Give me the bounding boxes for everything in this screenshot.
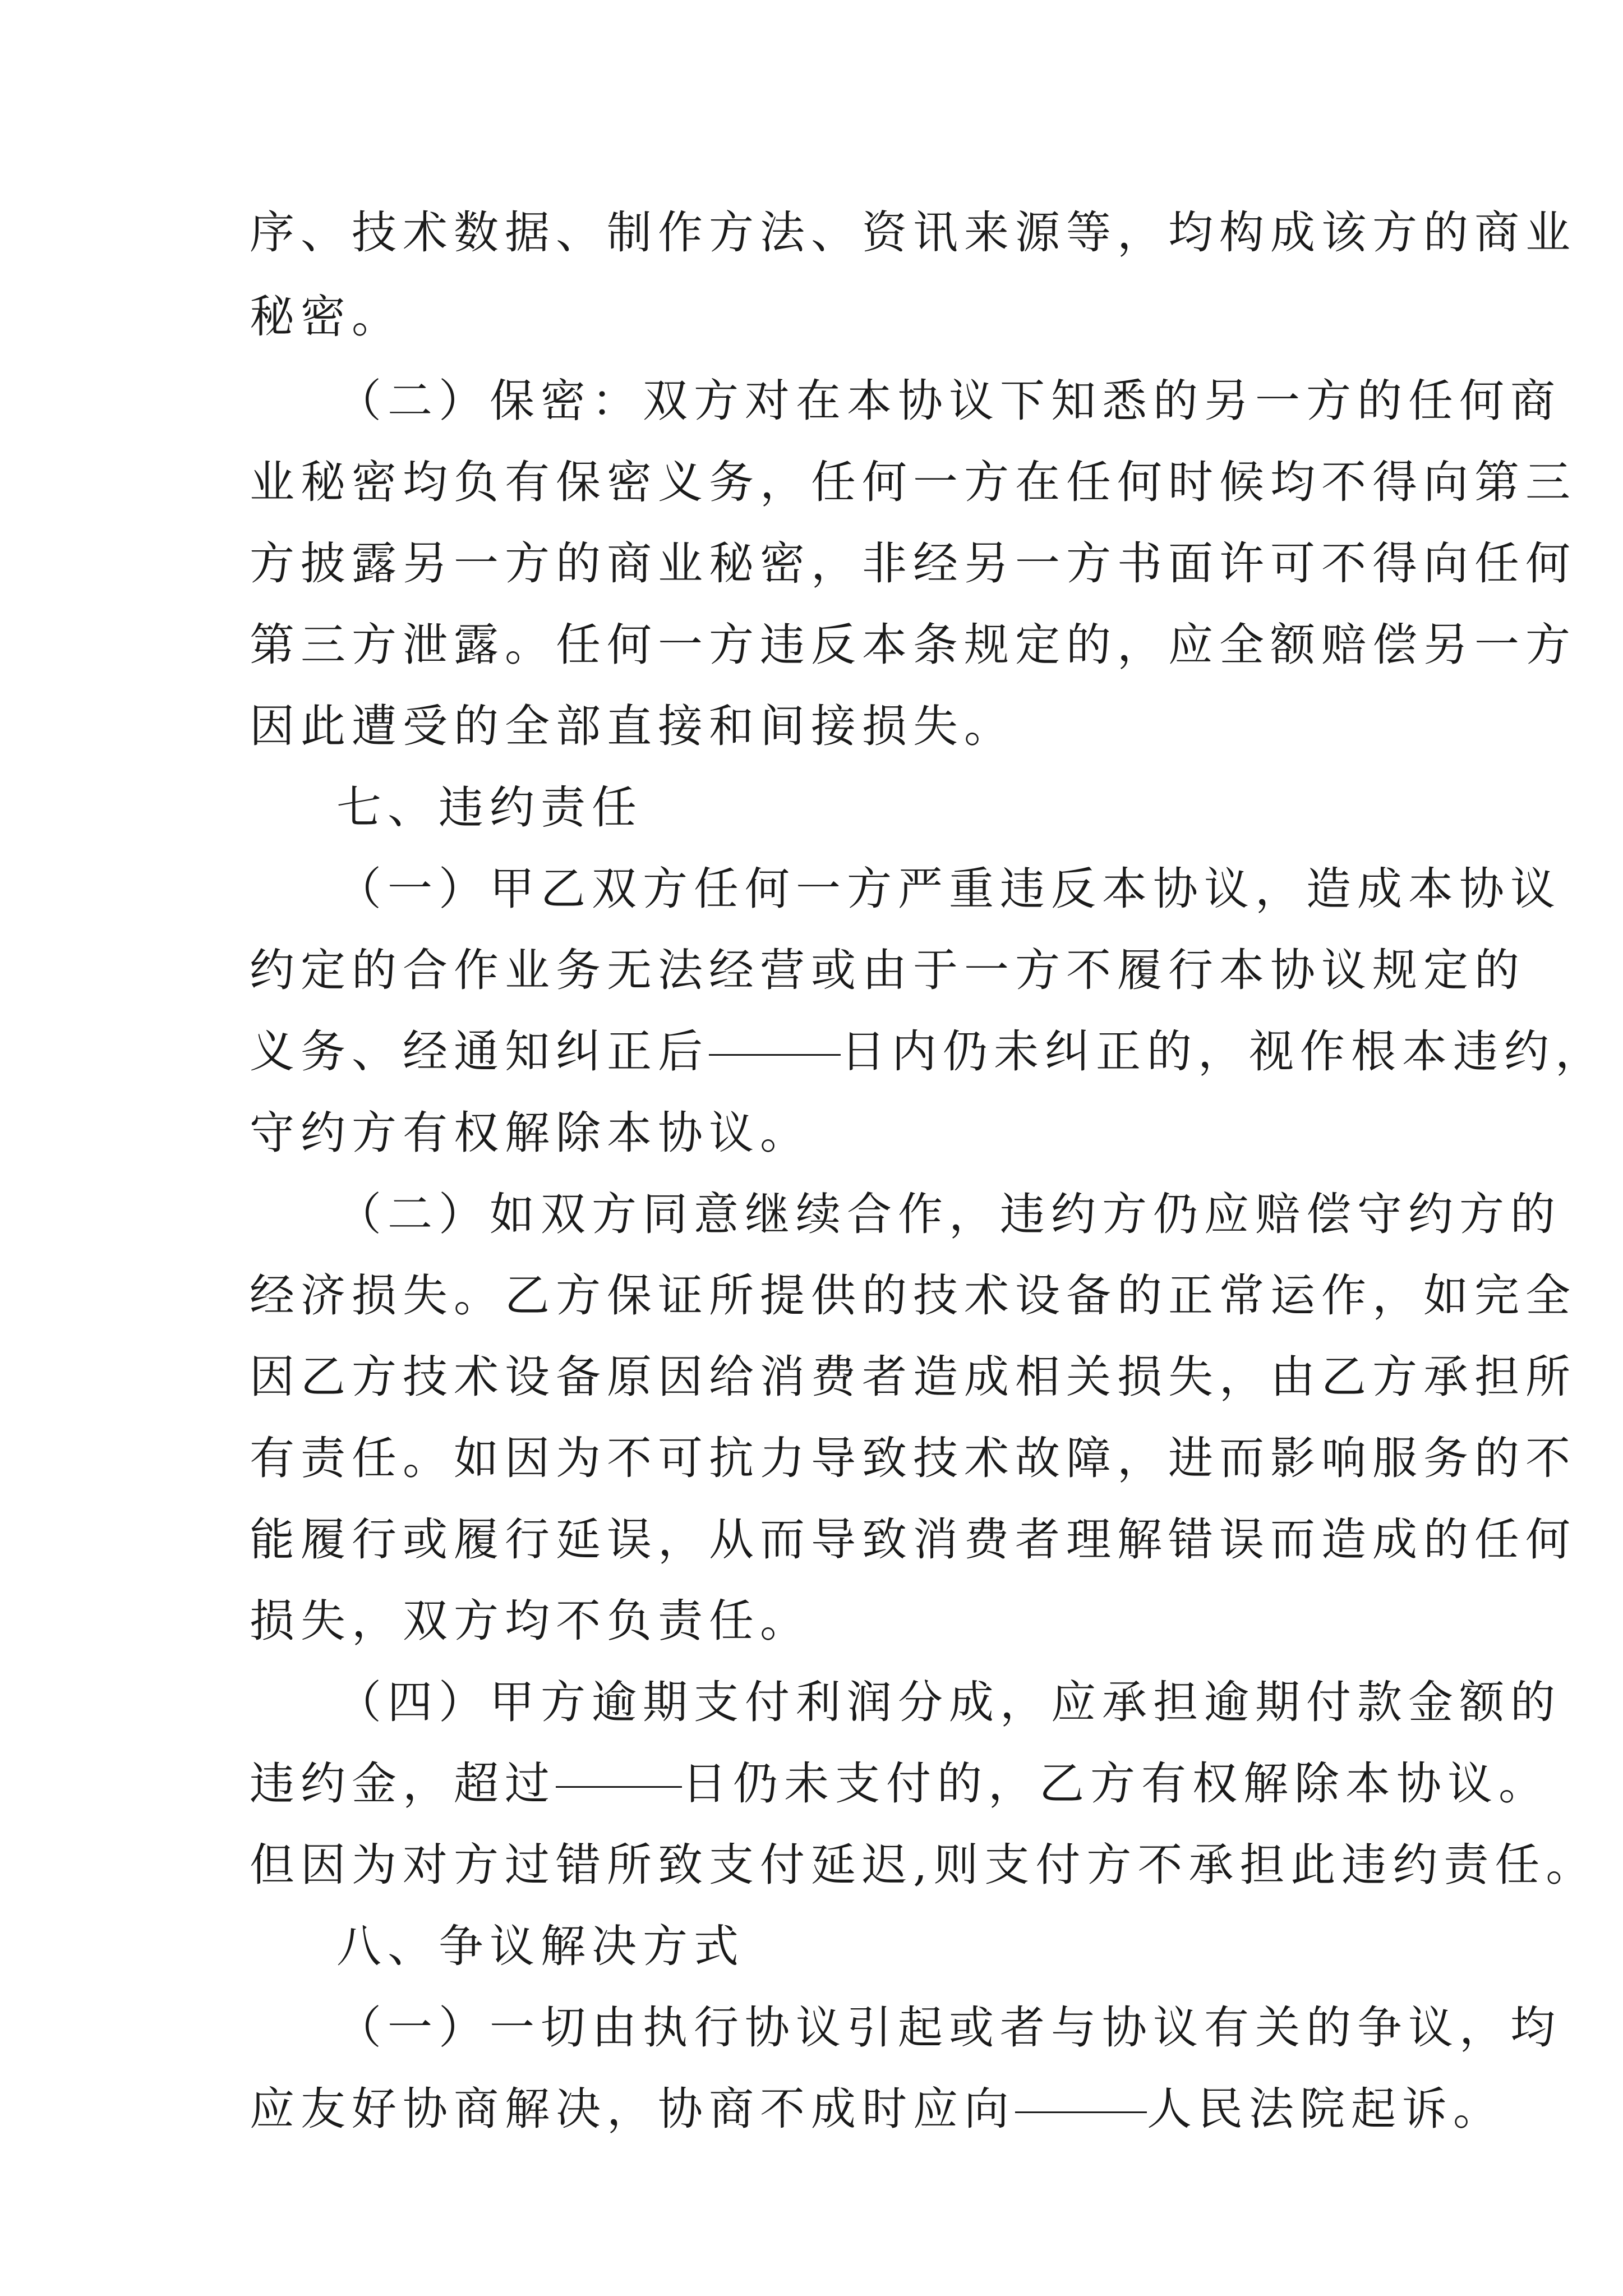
text-segment: 日内仍未纠正的，视作根本违约，	[841, 1025, 1606, 1078]
text-line: （二）如双方同意继续合作，违约方仍应赔偿守约方的	[336, 1188, 1561, 1240]
text-line: 秘密。	[250, 291, 403, 343]
text-line: 守约方有权解除本协议。	[250, 1107, 811, 1159]
text-line	[250, 1013, 1606, 1091]
text-segment: 日仍未支付的，乙方有权解除本协议。	[682, 1757, 1550, 1810]
text-line	[250, 1745, 1550, 1823]
text-line: （二）保密：双方对在本协议下知悉的另一方的任何商	[336, 375, 1561, 427]
section-heading: 七、违约责任	[336, 781, 643, 834]
fill-in-blank	[1015, 2077, 1147, 2113]
fill-in-blank	[556, 1751, 682, 1788]
text-line: 损失，双方均不负责任。	[250, 1595, 811, 1647]
text-line: 约定的合作业务无法经营或由于一方不履行本协议规定的	[250, 944, 1525, 996]
text-line: （一）甲乙双方任何一方严重违反本协议，造成本协议	[336, 863, 1561, 915]
text-line: 业秘密均负有保密义务，任何一方在任何时候均不得向第三	[250, 456, 1576, 508]
text-segment: 人民法院起诉。	[1147, 2083, 1504, 2135]
section-heading: 八、争议解决方式	[336, 1920, 745, 1972]
text-line: 第三方泄露。任何一方违反本条规定的，应全额赔偿另一方	[250, 619, 1576, 671]
text-line: 序、技术数据、制作方法、资讯来源等，均构成该方的商业	[250, 206, 1576, 259]
text-line	[250, 2070, 1504, 2148]
text-line: 经济损失。乙方保证所提供的技术设备的正常运作，如完全	[250, 1269, 1576, 1322]
text-line: 因乙方技术设备原因给消费者造成相关损失，由乙方承担所	[250, 1351, 1576, 1403]
text-line: 有责任。如因为不可抗力导致技术故障，进而影响服务的不	[250, 1432, 1576, 1484]
text-line: 能履行或履行延误，从而导致消费者理解错误而造成的任何	[250, 1513, 1576, 1566]
text-segment: 违约金，超过	[250, 1757, 556, 1810]
text-line: （四）甲方逾期支付利润分成，应承担逾期付款金额的	[336, 1676, 1561, 1728]
text-line: 但因为对方过错所致支付延迟,则支付方不承担此违约责任。	[250, 1839, 1597, 1891]
fill-in-blank	[709, 1019, 841, 1056]
text-segment: 应友好协商解决，协商不成时应向	[250, 2083, 1015, 2135]
text-segment: 义务、经通知纠正后	[250, 1025, 709, 1078]
text-line: 方披露另一方的商业秘密，非经另一方书面许可不得向任何	[250, 537, 1576, 590]
text-line: （一）一切由执行协议引起或者与协议有关的争议，均	[336, 2001, 1561, 2054]
text-line: 因此遭受的全部直接和间接损失。	[250, 700, 1015, 752]
